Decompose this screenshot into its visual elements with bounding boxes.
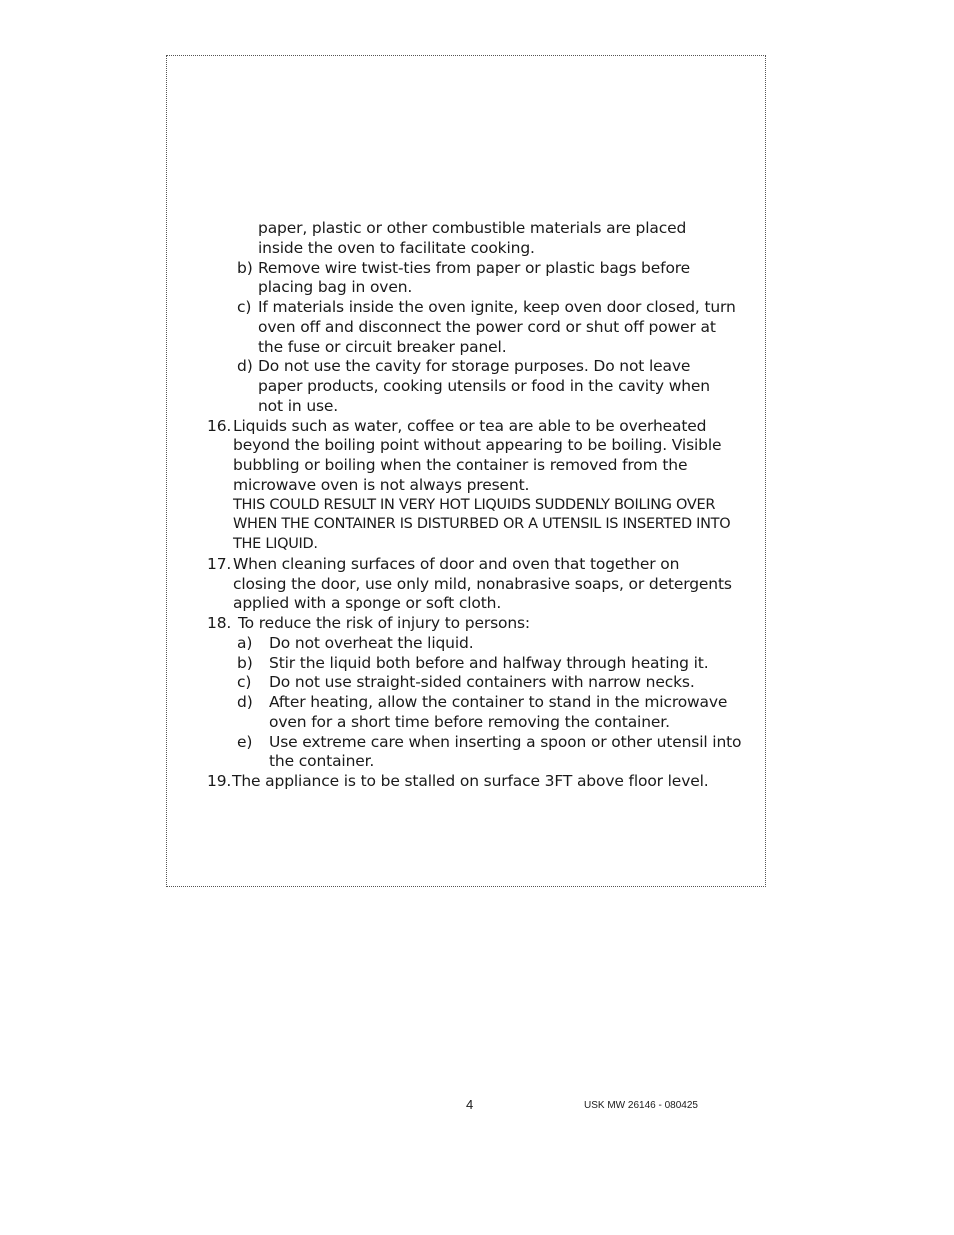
text-line: To reduce the risk of injury to persons:: [238, 614, 530, 632]
text-line: Stir the liquid both before and halfway through heating it.: [269, 654, 709, 672]
list-marker: 16.: [207, 417, 232, 435]
text-line: When cleaning surfaces of door and oven that together on: [233, 555, 680, 573]
text-line: microwave oven is not always present.: [233, 476, 530, 494]
text-line: Remove wire twist-ties from paper or plastic bags before: [258, 259, 691, 277]
text-line: If materials inside the oven ignite, keep oven door closed, turn: [258, 298, 736, 316]
list-marker: d): [237, 693, 253, 711]
text-line: oven off and disconnect the power cord or shut off power at: [258, 318, 716, 336]
text-line: inside the oven to facilitate cooking.: [258, 239, 535, 257]
text-line: paper products, cooking utensils or food in the cavity when: [258, 377, 710, 395]
list-marker: a): [237, 634, 253, 652]
text-line: the fuse or circuit breaker panel.: [258, 338, 507, 356]
text-line: Use extreme care when inserting a spoon or other utensil into: [269, 733, 742, 751]
list-marker: 18.: [207, 614, 232, 632]
text-line: bubbling or boiling when the container is removed from the: [233, 456, 688, 474]
text-line: beyond the boiling point without appearing to be boiling. Visible: [233, 436, 722, 454]
warning-line: THIS COULD RESULT IN VERY HOT LIQUIDS SUDDENLY BOILING OVER: [233, 497, 716, 513]
list-marker: 19.: [207, 772, 232, 790]
text-line: Do not overheat the liquid.: [269, 634, 474, 652]
list-marker: b): [237, 654, 253, 672]
list-marker: e): [237, 733, 253, 751]
text-line: the container.: [269, 752, 375, 770]
text-line: Do not use the cavity for storage purposes. Do not leave: [258, 357, 691, 375]
text-line: paper, plastic or other combustible materials are placed: [258, 219, 687, 237]
text-line: placing bag in oven.: [258, 278, 413, 296]
text-line: not in use.: [258, 397, 339, 415]
list-marker: c): [237, 298, 252, 316]
text-line: After heating, allow the container to stand in the microwave: [269, 693, 728, 711]
page-number: 4: [466, 1097, 474, 1112]
list-marker: d): [237, 357, 253, 375]
text-line: oven for a short time before removing the container.: [269, 713, 670, 731]
text-line: applied with a sponge or soft cloth.: [233, 594, 502, 612]
warning-line: THE LIQUID.: [233, 536, 318, 552]
warning-line: WHEN THE CONTAINER IS DISTURBED OR A UTENSIL IS INSERTED INTO: [233, 516, 731, 532]
list-marker: c): [237, 673, 252, 691]
document-code: USK MW 26146 - 080425: [584, 1100, 698, 1111]
text-line: The appliance is to be stalled on surface 3FT above floor level.: [232, 772, 709, 790]
text-line: closing the door, use only mild, nonabrasive soaps, or detergents: [233, 575, 732, 593]
text-line: Liquids such as water, coffee or tea are able to be overheated: [233, 417, 707, 435]
list-marker: 17.: [207, 555, 232, 573]
text-line: Do not use straight-sided containers with narrow necks.: [269, 673, 695, 691]
list-marker: b): [237, 259, 253, 277]
